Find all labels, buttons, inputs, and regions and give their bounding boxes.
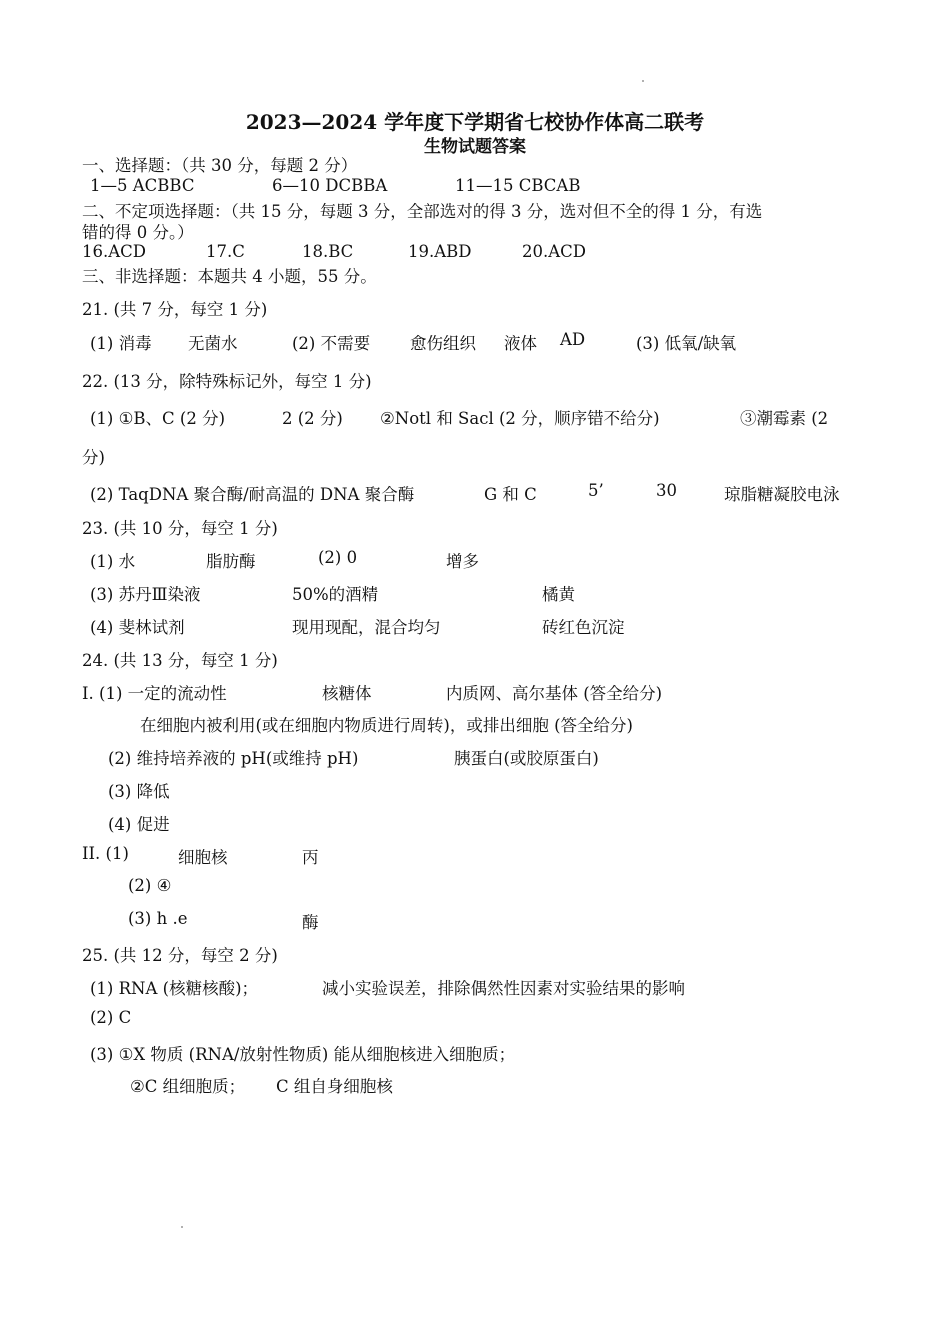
q22-answer: G 和 C bbox=[484, 485, 537, 504]
answer-group: 1—5 ACBBC bbox=[90, 176, 195, 195]
scan-speck bbox=[642, 80, 644, 82]
q23-answer: 脂肪酶 bbox=[206, 552, 256, 571]
q25-answer: (1) RNA (核糖核酸)； bbox=[90, 979, 259, 998]
q21-answer: 无菌水 bbox=[188, 334, 238, 353]
q23-answer: 橘黄 bbox=[542, 585, 575, 604]
q23-answer: 现用现配，混合均匀 bbox=[292, 618, 441, 637]
section2-heading-cont: 错的得 0 分。） bbox=[82, 223, 194, 242]
q23-answer: (1) 水 bbox=[90, 552, 136, 571]
answer-group: 6—10 DCBBA bbox=[272, 176, 388, 195]
scan-speck bbox=[181, 1226, 183, 1228]
q24-answer: (2) 维持培养液的 pH(或维持 pH) bbox=[108, 749, 359, 768]
answer-item: 20.ACD bbox=[522, 242, 587, 261]
q24-answer: (4) 促进 bbox=[108, 815, 170, 834]
q25-heading: 25. (共 12 分，每空 2 分) bbox=[82, 946, 278, 965]
answer-group: 11—15 CBCAB bbox=[455, 176, 581, 195]
q24-answer: 胰蛋白(或胶原蛋白) bbox=[454, 749, 599, 768]
answer-item: 18.BC bbox=[302, 242, 354, 261]
q23-answer: (4) 斐林试剂 bbox=[90, 618, 185, 637]
q21-answer: (2) 不需要 bbox=[292, 334, 371, 353]
q25-answer: C 组自身细胞核 bbox=[276, 1077, 393, 1096]
q25-answer: ②C 组细胞质； bbox=[130, 1077, 246, 1096]
q24-answer: 内质网、高尔基体 (答全给分) bbox=[446, 684, 663, 703]
q22-answer: 2 (2 分) bbox=[282, 409, 343, 428]
q21-heading: 21. (共 7 分，每空 1 分) bbox=[82, 300, 268, 319]
q23-answer: 50%的酒精 bbox=[292, 585, 379, 604]
q25-answer: (2) C bbox=[90, 1008, 132, 1027]
q24-answer: 核糖体 bbox=[322, 684, 372, 703]
q24-answer: (3) 降低 bbox=[108, 782, 170, 801]
q24-answer: I. (1) 一定的流动性 bbox=[82, 684, 227, 703]
q22-answer: 5’ bbox=[588, 481, 604, 500]
q23-answer: (3) 苏丹Ⅲ染液 bbox=[90, 585, 201, 604]
q22-answer: ③潮霉素 (2 bbox=[740, 409, 829, 428]
q23-answer: 增多 bbox=[446, 552, 479, 571]
q24-answer: (2) ④ bbox=[128, 876, 172, 895]
q24-answer: (3) h .e bbox=[128, 909, 188, 928]
q22-answer: (1) ①B、C (2 分) bbox=[90, 409, 226, 428]
q22-answer: 30 bbox=[656, 481, 677, 500]
q24-heading: 24. (共 13 分，每空 1 分) bbox=[82, 651, 278, 670]
q24-answer: 细胞核 bbox=[178, 848, 228, 867]
q21-answer: AD bbox=[560, 330, 586, 349]
q22-answer: 琼脂糖凝胶电泳 bbox=[724, 485, 840, 504]
q21-answer: 愈伤组织 bbox=[410, 334, 476, 353]
q22-answer: ②Notl 和 Sacl (2 分，顺序错不给分) bbox=[380, 409, 660, 428]
answer-item: 19.ABD bbox=[408, 242, 472, 261]
q23-answer: 砖红色沉淀 bbox=[542, 618, 625, 637]
answer-item: 16.ACD bbox=[82, 242, 147, 261]
q24-answer: 在细胞内被利用(或在细胞内物质进行周转)，或排出细胞 (答全给分) bbox=[140, 716, 633, 735]
section1-heading: 一、选择题：（共 30 分，每题 2 分） bbox=[82, 156, 358, 175]
q21-answer: (3) 低氧/缺氧 bbox=[636, 334, 737, 353]
section3-heading: 三、非选择题：本题共 4 小题，55 分。 bbox=[82, 267, 377, 286]
q21-answer: (1) 消毒 bbox=[90, 334, 152, 353]
q24-answer: 酶 bbox=[302, 913, 319, 932]
q22-answer: (2) TaqDNA 聚合酶/耐高温的 DNA 聚合酶 bbox=[90, 485, 415, 504]
q23-heading: 23. (共 10 分，每空 1 分) bbox=[82, 519, 278, 538]
q24-answer: II. (1) bbox=[82, 844, 129, 863]
section2-heading: 二、不定项选择题：（共 15 分，每题 3 分，全部选对的得 3 分，选对但不全的得 1 分，有选 bbox=[82, 202, 763, 221]
q25-answer: 减小实验误差，排除偶然性因素对实验结果的影响 bbox=[322, 979, 685, 998]
q22-heading: 22. (13 分，除特殊标记外，每空 1 分) bbox=[82, 372, 372, 391]
q23-answer: (2) 0 bbox=[318, 548, 358, 567]
answer-item: 17.C bbox=[206, 242, 245, 261]
q21-answer: 液体 bbox=[504, 334, 537, 353]
page-subtitle: 生物试题答案 bbox=[424, 137, 526, 157]
page-title: 2023—2024 学年度下学期省七校协作体高二联考 bbox=[245, 110, 705, 134]
q25-answer: (3) ①X 物质 (RNA/放射性物质) 能从细胞核进入细胞质； bbox=[90, 1045, 516, 1064]
q24-answer: 丙 bbox=[302, 848, 319, 867]
q22-answer-cont: 分) bbox=[82, 448, 105, 467]
